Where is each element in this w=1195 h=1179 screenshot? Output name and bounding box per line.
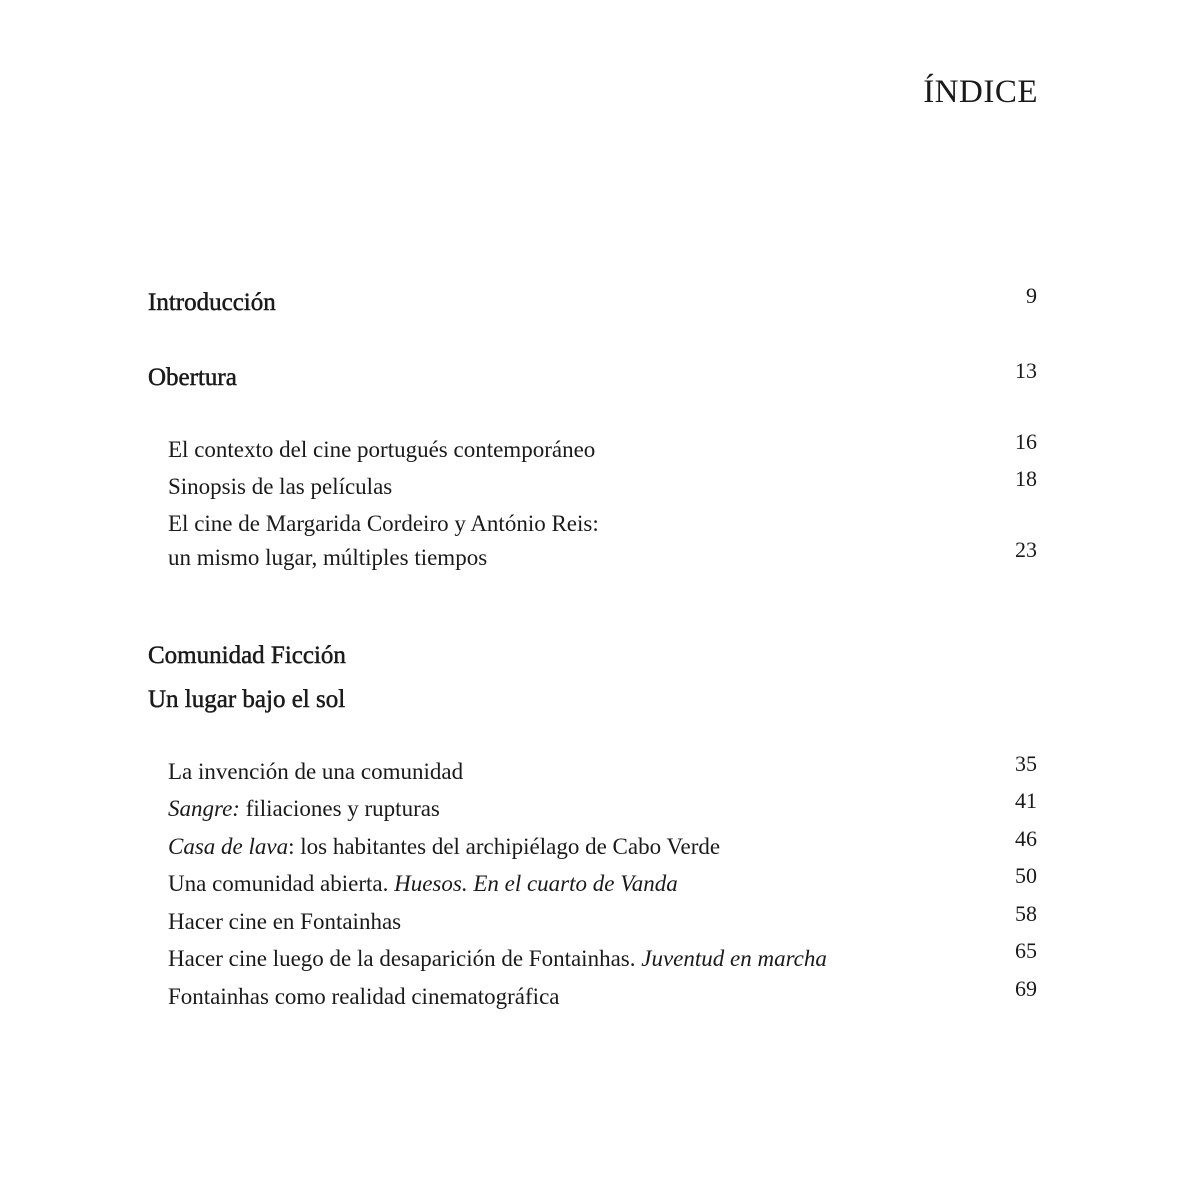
toc-page-number: 16	[1015, 429, 1037, 454]
toc-entry-cine-cordeiro-line2	[168, 537, 1037, 571]
toc-entry-casa-lava	[168, 826, 1037, 860]
toc-page-number: 35	[1015, 751, 1037, 776]
toc-entry-label: Fontainhas como realidad cinematográfica	[168, 984, 560, 1009]
toc-page-number: 50	[1015, 863, 1037, 888]
toc-entry-contexto	[168, 429, 1037, 463]
toc-entry-italic-title: Huesos. En el cuarto de Vanda	[394, 871, 678, 896]
toc-entry-label: El contexto del cine portugués contemporáneo	[168, 437, 596, 462]
toc-entry-label: Sinopsis de las películas	[168, 474, 393, 499]
toc-entry-label	[168, 946, 827, 972]
toc-entry-label: La invención de una comunidad	[168, 759, 464, 784]
toc-entry-label	[168, 871, 678, 897]
toc-entry-label	[168, 834, 720, 860]
toc-entry-italic-title: Sangre:	[168, 796, 240, 821]
toc-entry-text: : los habitantes del archipiélago de Cabo Verde	[288, 834, 721, 859]
toc-section-comunidad-ficcion	[148, 636, 1037, 670]
toc-entry-label: un mismo lugar, múltiples tiempos	[168, 545, 488, 570]
toc-entry-sangre	[168, 788, 1037, 822]
toc-entry-sinopsis	[168, 466, 1037, 500]
toc-page-number: 69	[1015, 976, 1037, 1001]
toc-entry-obertura	[148, 358, 1037, 392]
toc-entry-text: Una comunidad abierta.	[168, 871, 395, 896]
toc-entry-label	[168, 796, 440, 822]
toc-section-label: Comunidad Ficción	[148, 642, 346, 669]
toc-entry-text: filiaciones y rupturas	[239, 796, 440, 821]
toc-page-number: 18	[1015, 466, 1037, 491]
toc-entry-text: Hacer cine luego de la desaparición de Fontainhas.	[168, 946, 642, 971]
toc-section-lugar-bajo-sol	[148, 680, 1037, 714]
toc-page-number: 46	[1015, 826, 1037, 851]
toc-entry-introduccion	[148, 283, 1037, 317]
toc-entry-label: Introducción	[148, 289, 276, 316]
toc-entry-hacer-cine-luego	[168, 938, 1037, 972]
toc-entry-label: El cine de Margarida Cordeiro y António Reis:	[168, 511, 599, 536]
toc-page-number: 41	[1015, 788, 1037, 813]
toc-entry-invencion	[168, 751, 1037, 785]
toc-page-number: 65	[1015, 938, 1037, 963]
toc-section-label: Un lugar bajo el sol	[148, 686, 346, 713]
toc-entry-italic-title: Casa de lava	[168, 834, 289, 859]
toc-entry-fontainhas-realidad	[168, 976, 1037, 1010]
toc-page-number: 23	[1015, 537, 1037, 562]
toc-entry-cine-cordeiro-line1	[168, 503, 1037, 537]
page-title: ÍNDICE	[923, 74, 1038, 110]
toc-page-number: 13	[1015, 358, 1037, 383]
toc-entry-hacer-cine	[168, 901, 1037, 935]
toc-entry-italic-title: Juventud en marcha	[641, 946, 827, 971]
toc-entry-comunidad-abierta	[168, 863, 1037, 897]
toc-page-number: 9	[1026, 283, 1037, 308]
toc-page-number: 58	[1015, 901, 1037, 926]
toc-entry-label: Hacer cine en Fontainhas	[168, 909, 402, 934]
toc-entry-label: Obertura	[148, 364, 237, 391]
